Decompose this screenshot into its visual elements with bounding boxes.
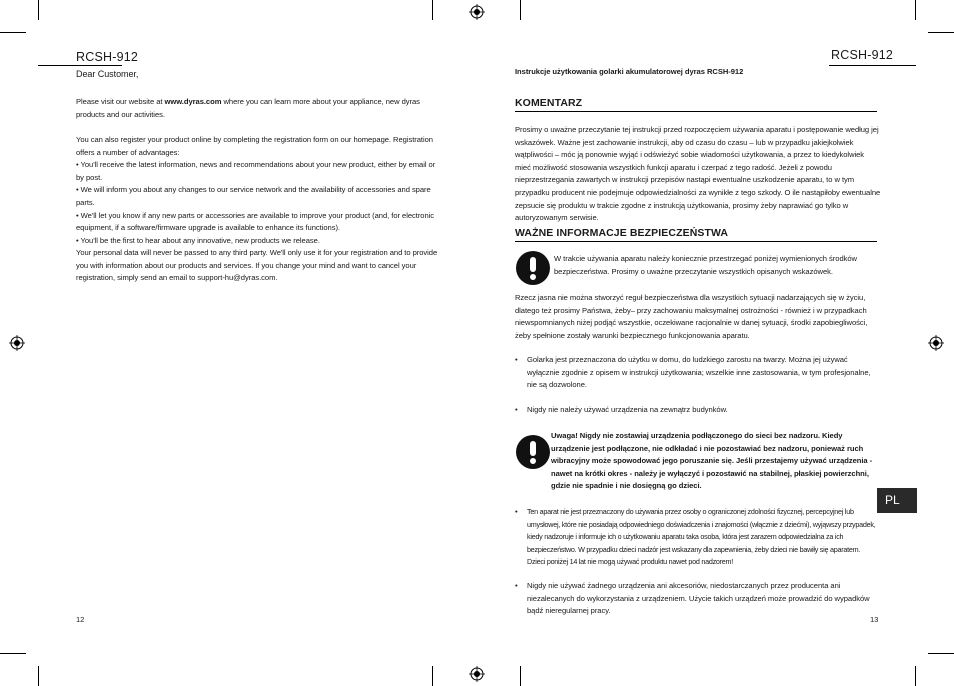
warning-text: Uwaga! Nigdy nie zostawiaj urządzenia podłączonego do sieci bez nadzoru. Kiedy urządzenie jest podłączone, nie odkładać i nie pozostawiać bez nadzoru, ponieważ ruch wibracyjny może spowodować jego poruszanie się. Jeśli przestajemy używać urządzenia - nawet na krótki okres - należy je wyłączyć i pozostawić na stabilnej, płaskiej powierzchni, gdzie nie spadnie i nie dosięgną go dzieci. — [551, 431, 873, 491]
advantage-item: • You'll be the first to hear about any innovative, new products we release. — [76, 235, 320, 245]
section-rule — [515, 111, 877, 112]
crop-mark — [915, 666, 916, 686]
registration-mark-icon — [469, 4, 485, 20]
website-text: Please visit our website at — [76, 97, 165, 106]
list-item — [515, 580, 878, 618]
bullet-icon: • — [515, 507, 518, 516]
list-item-text: Nigdy nie należy używać urządzenia na zewnątrz budynków. — [527, 405, 728, 414]
crop-mark — [432, 0, 433, 20]
comment-paragraph: Prosimy o uważne przeczytanie tej instrukcji przed rozpoczęciem używania aparatu i postępowanie według jej wskazówek. Ważne jest zachowanie instrukcji, aby od czasu do czasu – lub w przypadku jakiejkolwiek wątpliwości – móc ją ponownie wyjąć i odświeżyć sobie wiadomości użytkowania, a przez to kiedykolwiek mieć możliwość stosowania wszystkich funkcji aparatu i czerpać z tego radość. Jeżeli z powodu nieprzestrzegania zawartych w instrukcji przepisów nastąpi ewentualne uszkodzenie aparatu, to w tym przypadku producent nie podejmuje odpowiedzialności za wynikłe z tego szkody. O ile nastąpiłoby ewentualne zepsucie się produktu w trakcie zgodne z instrukcją użytkowania, prosimy żeby naprawiać go tylko w autoryzowanym serwisie. — [515, 125, 881, 223]
crop-mark — [38, 0, 39, 20]
exclamation-warning-icon — [516, 251, 550, 285]
header-rule — [829, 65, 916, 66]
page-number: 13 — [870, 615, 879, 624]
website-link[interactable]: www.dyras.com — [164, 97, 222, 106]
model-label: RCSH-912 — [831, 48, 894, 62]
section-rule — [515, 241, 877, 242]
website-text-after: where you can learn more about your appliance, new dyras products and our activities. — [76, 97, 420, 119]
crop-mark — [38, 666, 39, 686]
instruction-title: Instrukcje użytkowania golarki akumulatorowej dyras RCSH-912 — [515, 67, 744, 76]
crop-mark — [520, 0, 521, 20]
section-title-comment: KOMENTARZ — [515, 97, 583, 109]
advantage-item: • We will inform you about any changes to our service network and the availability of accessories and spare parts. — [76, 185, 431, 207]
crop-mark — [915, 0, 916, 20]
language-tab: PL — [877, 488, 917, 513]
crop-mark — [432, 666, 433, 686]
list-item — [515, 404, 878, 417]
bullet-icon: • — [515, 355, 518, 364]
bullet-icon: • — [515, 581, 518, 590]
list-item-text: Ten aparat nie jest przeznaczony do używania przez osoby o ograniczonej zdolności fizycznej, percepcyjnej lub umysłowej, które nie posiadają odpowiedniego doświadczenia i znajomości (włącznie z dziećmi), wyjąwszy przypadek, kiedy nadzoruje i informuje ich o użytkowaniu aparatu taka osoba, która jest zarazem odpowiedzialna za ich bezpieczeństwo. W przypadku dzieci nadzór jest wskazany dla zapewnienia, żeby dzieci nie bawiły się aparatem. Dzieci poniżej 14 lat nie mogą używać produktu nawet pod nadzorem! — [527, 507, 876, 567]
warning-text: W trakcie używania aparatu należy koniecznie przestrzegać poniżej wymienionych środków bezpieczeństwa. Prosimy o uważne przeczytanie wszystkich opisanych wskazówek. — [554, 254, 857, 276]
list-item-text: Nigdy nie używać żadnego urządzenia ani akcesoriów, niedostarczanych przez producenta ani niezalecanych do wykorzystania z urządzeniem. Użycie takich urządzeń może prowadzić do wypadków bądź nieregularnej pracy. — [527, 581, 870, 616]
crop-mark — [928, 32, 954, 33]
registration-mark-icon — [469, 666, 485, 682]
registration-mark-icon — [9, 335, 25, 351]
advantage-item: • You'll receive the latest information, news and recommendations about your new product, either by email or by post. — [76, 160, 436, 182]
list-item-text: Golarka jest przeznaczona do użytku w domu, do ludzkiego zarostu na twarzy. Można jej używać wyłącznie zgodnie z opisem w instrukcji użytkowania; wszelkie inne zastosowania, w tym profesjonalne, nie są dozwolone. — [527, 355, 871, 390]
registration-mark-icon — [928, 335, 944, 351]
safety-intro-paragraph: Rzecz jasna nie można stworzyć reguł bezpieczeństwa dla wszystkich sytuacji nadarzających się w życiu, dlatego też prosimy Państwa, żeby– przy zachowaniu maksymalnej ostrożności - również i w przypadkach niewspomnianych niżej podjąć wszystkie, oczekiwane racjonalnie w danej sytuacji, środki zapobiegliwości, żeby spełnione zostały warunki bezpiecznego funkcjonowania aparatu. — [515, 293, 868, 340]
bullet-icon: • — [515, 405, 518, 414]
registration-paragraph — [76, 134, 442, 247]
crop-mark — [0, 653, 26, 654]
advantage-item: • We'll let you know if any new parts or accessories are available to improve your product (and, for electronic equipment, if a software/firmware upgrade is available to enhance its functions). — [76, 210, 435, 233]
crop-mark — [928, 653, 954, 654]
header-rule — [38, 65, 122, 66]
crop-mark — [520, 666, 521, 686]
model-label: RCSH-912 — [76, 50, 139, 64]
list-item — [515, 506, 878, 569]
greeting: Dear Customer, — [76, 69, 139, 79]
website-paragraph — [76, 96, 442, 121]
page-number: 12 — [76, 615, 85, 624]
privacy-paragraph: Your personal data will never be passed to any third party. We'll only use it for your registration and to provide you with information about our products and services. If you change your mind and want to cancel your registration, simply send an email to support-hu@dyras.com. — [76, 248, 438, 283]
list-item — [515, 354, 878, 392]
crop-mark — [0, 32, 26, 33]
registration-line: You can also register your product online by completing the registration form on our homepage. Registration offers a number of advantages: — [76, 135, 433, 157]
exclamation-warning-icon — [516, 435, 550, 469]
section-title-safety: WAŻNE INFORMACJE BEZPIECZEŃSTWA — [515, 227, 729, 239]
